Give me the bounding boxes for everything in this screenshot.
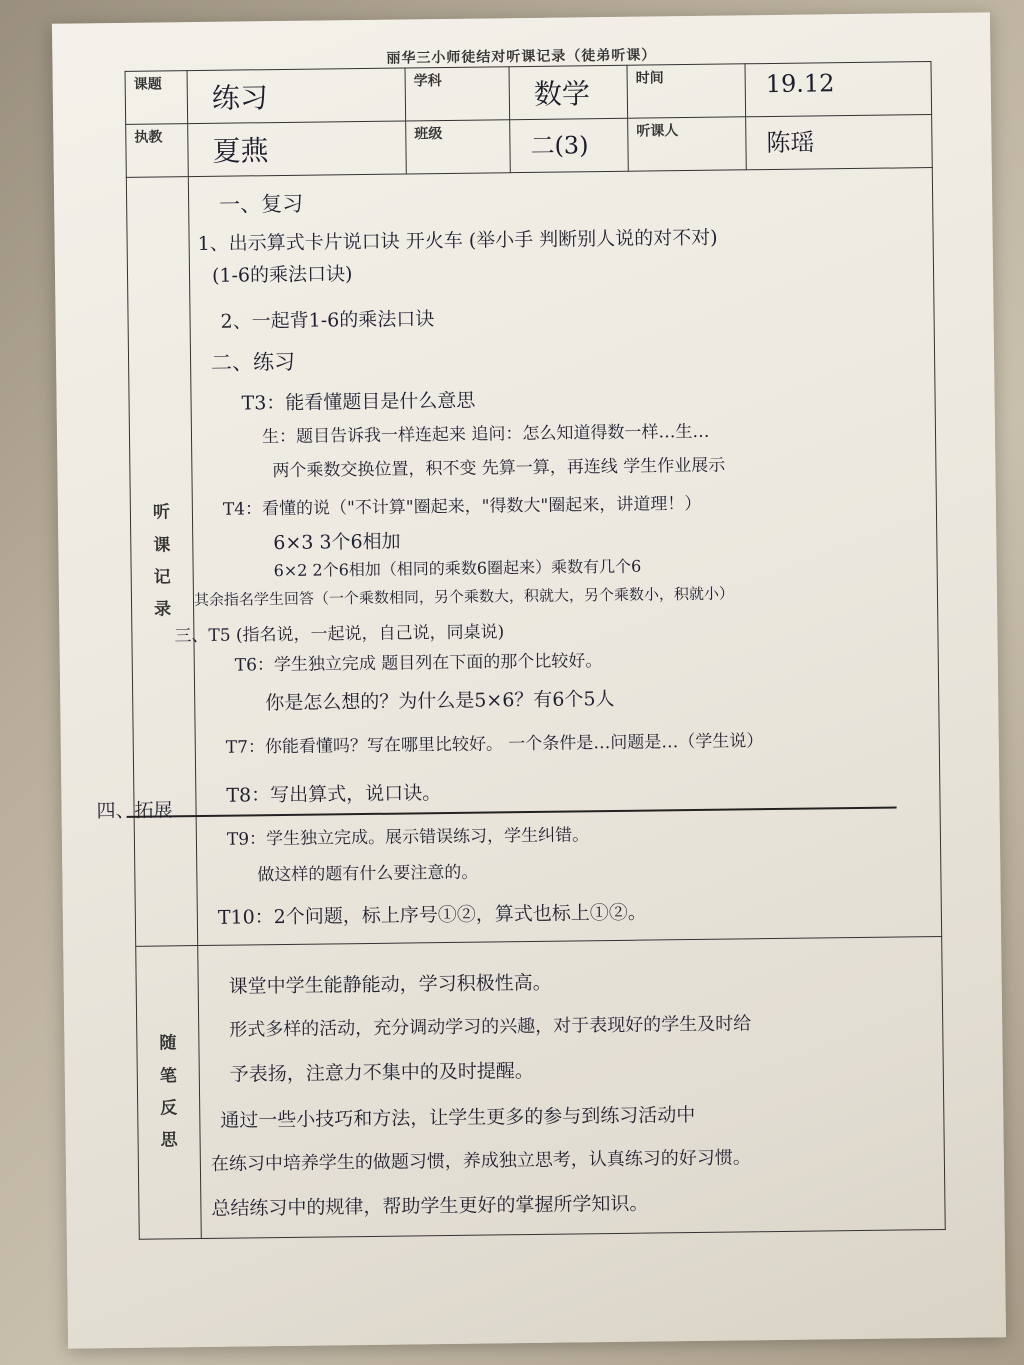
subject-value: 数学 — [509, 65, 628, 119]
record-section-label: 听 课 记 录 — [126, 177, 197, 947]
note-line: T6：学生独立完成 题目列在下面的那个比较好。 — [234, 651, 603, 676]
topic-label: 课题 — [125, 71, 188, 125]
teacher-label: 执教 — [126, 124, 189, 178]
note-line: 做这样的题有什么要注意的。 — [257, 862, 479, 886]
record-side-note: 四、拓展 — [96, 799, 173, 823]
note-line: T3：能看懂题目是什么意思 — [241, 389, 476, 415]
class-value: 二(3) — [510, 118, 629, 172]
note-line: T7：你能看懂吗？写在哪里比较好。 一个条件是…问题是…（学生说） — [225, 731, 764, 758]
note-line: 一、复习 — [219, 191, 304, 217]
form-title: 丽华三小师徒结对听课记录（徒弟听课） — [386, 47, 657, 67]
note-line: 三、T5 (指名说，一起说，自己说，同桌说) — [174, 622, 505, 647]
note-line: T10：2个问题，标上序号①②，算式也标上①②。 — [217, 901, 647, 929]
time-label: 时间 — [627, 64, 746, 118]
note-line: 6×2 2个6相加（相同的乘数6圈起来）乘数有几个6 — [273, 556, 642, 581]
reflect-line: 予表扬，注意力不集中的及时提醒。 — [229, 1059, 534, 1086]
note-line: T9：学生独立完成。展示错误练习，学生纠错。 — [226, 825, 590, 850]
note-line: (1-6的乘法口诀) — [211, 263, 353, 287]
note-line: 你是怎么想的？为什么是5×6？有6个5人 — [265, 687, 615, 715]
reflect-line: 总结练习中的规律，帮助学生更好的掌握所学知识。 — [211, 1192, 649, 1220]
note-line: T4：看懂的说（"不计算"圈起来，"得数大"圈起来，讲道理！） — [222, 493, 702, 520]
time-value: 19.12 — [745, 62, 932, 117]
note-line: 生：题目告诉我一样连起来 追问：怎么知道得数一样…生… — [261, 421, 710, 448]
reflect-line: 形式多样的活动，充分调动学习的兴趣，对于表现好的学生及时给 — [229, 1013, 752, 1041]
note-line: 1、出示算式卡片说口诀 开火车 (举小手 判断别人说的对不对) — [197, 226, 718, 256]
note-line: T8：写出算式，说口诀。 — [226, 782, 442, 807]
record-table — [96, 61, 946, 1240]
reflection-notes — [198, 936, 946, 1238]
strike-line — [127, 807, 897, 818]
note-line: 2、一起背1-6的乘法口诀 — [220, 308, 435, 333]
subject-label: 学科 — [405, 67, 510, 121]
listener-value: 陈瑶 — [746, 115, 933, 170]
listener-label: 听课人 — [628, 117, 747, 171]
reflect-line: 通过一些小技巧和方法，让学生更多的参与到练习活动中 — [220, 1104, 696, 1132]
note-line: 6×3 3个6相加 — [273, 530, 401, 555]
note-line: 二、练习 — [210, 349, 296, 375]
record-sheet — [52, 12, 1006, 1348]
note-line: 其余指名学生回答（一个乘数相同，另个乘数大，积就大，另个乘数小，积就小） — [193, 584, 735, 610]
note-line: 两个乘数交换位置，积不变 先算一算，再连线 学生作业展示 — [272, 455, 726, 482]
topic-value: 练习 — [187, 68, 406, 124]
class-label: 班级 — [406, 120, 511, 174]
reflect-section-label: 随 笔 反 思 — [136, 946, 202, 1240]
teacher-value: 夏燕 — [188, 121, 407, 177]
reflect-line: 课堂中学生能静能动，学习积极性高。 — [228, 971, 552, 998]
reflect-line: 在练习中培养学生的做题习惯，养成独立思考，认真练习的好习惯。 — [210, 1147, 751, 1175]
